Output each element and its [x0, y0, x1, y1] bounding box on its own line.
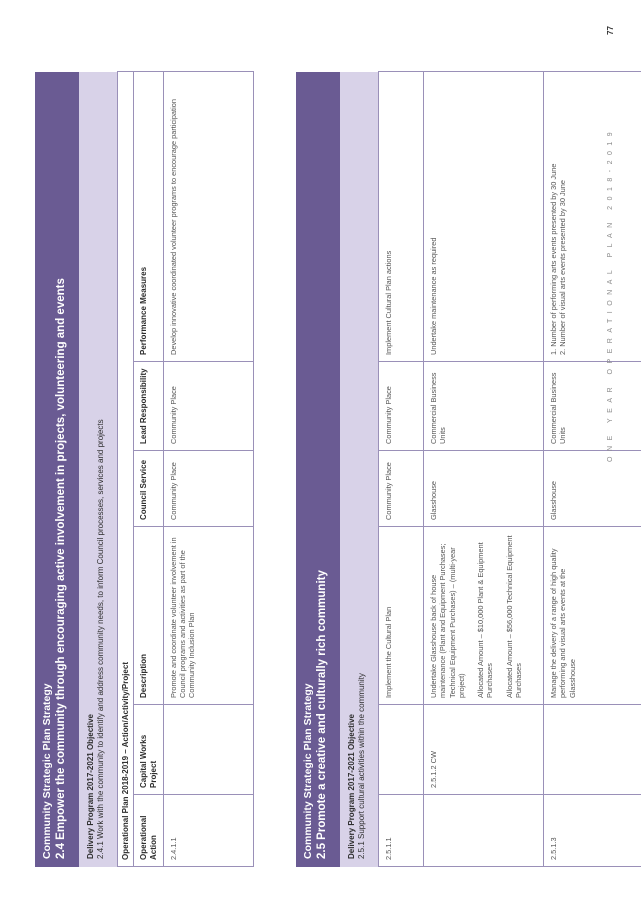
cell-lead: Community Place: [379, 362, 424, 451]
table-row: [163, 71, 253, 866]
strategy-label: Community Strategic Plan Strategy: [302, 683, 314, 859]
cell-action: [424, 795, 544, 867]
section-2-5: [296, 72, 641, 867]
objective-band: [79, 72, 117, 867]
strategy-banner: [35, 72, 79, 867]
operational-plan-table: [378, 71, 641, 867]
strategy-banner: [296, 72, 340, 867]
footer-title: ONE YEAR OPERATIONAL PLAN 2018-2019: [607, 126, 614, 462]
objective-band: [340, 72, 378, 867]
measure-item: 1. Number of performing arts events presented by 30 June: [549, 163, 558, 355]
cell-capital: 2.5.1.2 CW: [424, 705, 544, 795]
strategy-label: Community Strategic Plan Strategy: [41, 683, 53, 859]
description-paragraph: Allocated Amount – $56,000 Technical Equipment Purchases: [504, 535, 524, 698]
table-row: [379, 72, 424, 867]
cell-measures: Develop innovative coordinated volunteer programs to encourage participation: [163, 71, 253, 361]
operational-plan-table: [117, 71, 254, 867]
cell-action: 2.5.1.1: [379, 795, 424, 867]
strategy-title: 2.5 Promote a creative and culturally rich community: [316, 570, 328, 859]
cell-lead: Commercial Business Units: [424, 362, 544, 451]
header-description: Description: [134, 527, 164, 705]
cell-capital: [379, 705, 424, 795]
objective-label: Delivery Program 2017-2021 Objective: [347, 714, 356, 859]
objective-label: Delivery Program 2017-2021 Objective: [86, 714, 95, 859]
description-paragraph: Undertake Glasshouse back of house maintenance (Plant and Equipment Purchases; Technical Equipment Purchases) – (multi-year project): [429, 543, 466, 698]
cell-service: Glasshouse: [544, 451, 641, 527]
objective-text: 2.4.1 Work with the community to identify and address community needs, to inform Council processes, services and projects: [96, 419, 105, 859]
cell-description: Promote and coordinate volunteer involvement in Council programs and activities as part of the Community Inclusion Plan: [163, 527, 253, 705]
header-capital-works: Capital Works Project: [134, 705, 164, 795]
section-2-4: [35, 72, 254, 867]
cell-description: Implement the Cultural Plan: [379, 527, 424, 705]
cell-capital: [544, 705, 641, 795]
table-row: [544, 72, 641, 867]
cell-measures: Implement Cultural Plan actions: [379, 72, 424, 362]
objective-text: 2.5.1 Support cultural activities within the community: [357, 673, 366, 859]
cell-service: Glasshouse: [424, 451, 544, 527]
measure-item: 2. Number of visual arts events presented by 30 June: [558, 179, 568, 355]
cell-description: [424, 527, 544, 705]
description-paragraph: Allocated Amount – $10,000 Plant & Equipment Purchases: [476, 542, 495, 698]
table-row: [424, 72, 544, 867]
cell-lead: Community Place: [163, 362, 253, 451]
header-operational-action: Operational Action: [134, 795, 164, 867]
plan-label: Operational Plan 2018-2019 – Action/Activity/Project: [118, 71, 134, 866]
header-lead-responsibility: Lead Responsibility: [134, 362, 164, 451]
cell-measures: [544, 72, 641, 362]
table-header-row: [134, 71, 164, 866]
cell-service: Community Place: [379, 451, 424, 527]
page-number: 77: [606, 26, 615, 35]
strategy-title: 2.4 Empower the community through encouraging active involvement in projects, volunteering and events: [55, 278, 67, 859]
header-council-service: Council Service: [134, 451, 164, 527]
cell-capital: [163, 705, 253, 795]
cell-action: 2.4.1.1: [163, 795, 253, 867]
cell-action: 2.5.1.3: [544, 795, 641, 867]
cell-lead: Commercial Business Units: [544, 362, 641, 451]
cell-measures: Undertake maintenance as required: [424, 72, 544, 362]
header-performance-measures: Performance Measures: [134, 71, 164, 361]
cell-service: Community Place: [163, 451, 253, 527]
cell-description: Manage the delivery of a range of high quality performing and visual arts events at the Glasshouse: [544, 527, 641, 705]
